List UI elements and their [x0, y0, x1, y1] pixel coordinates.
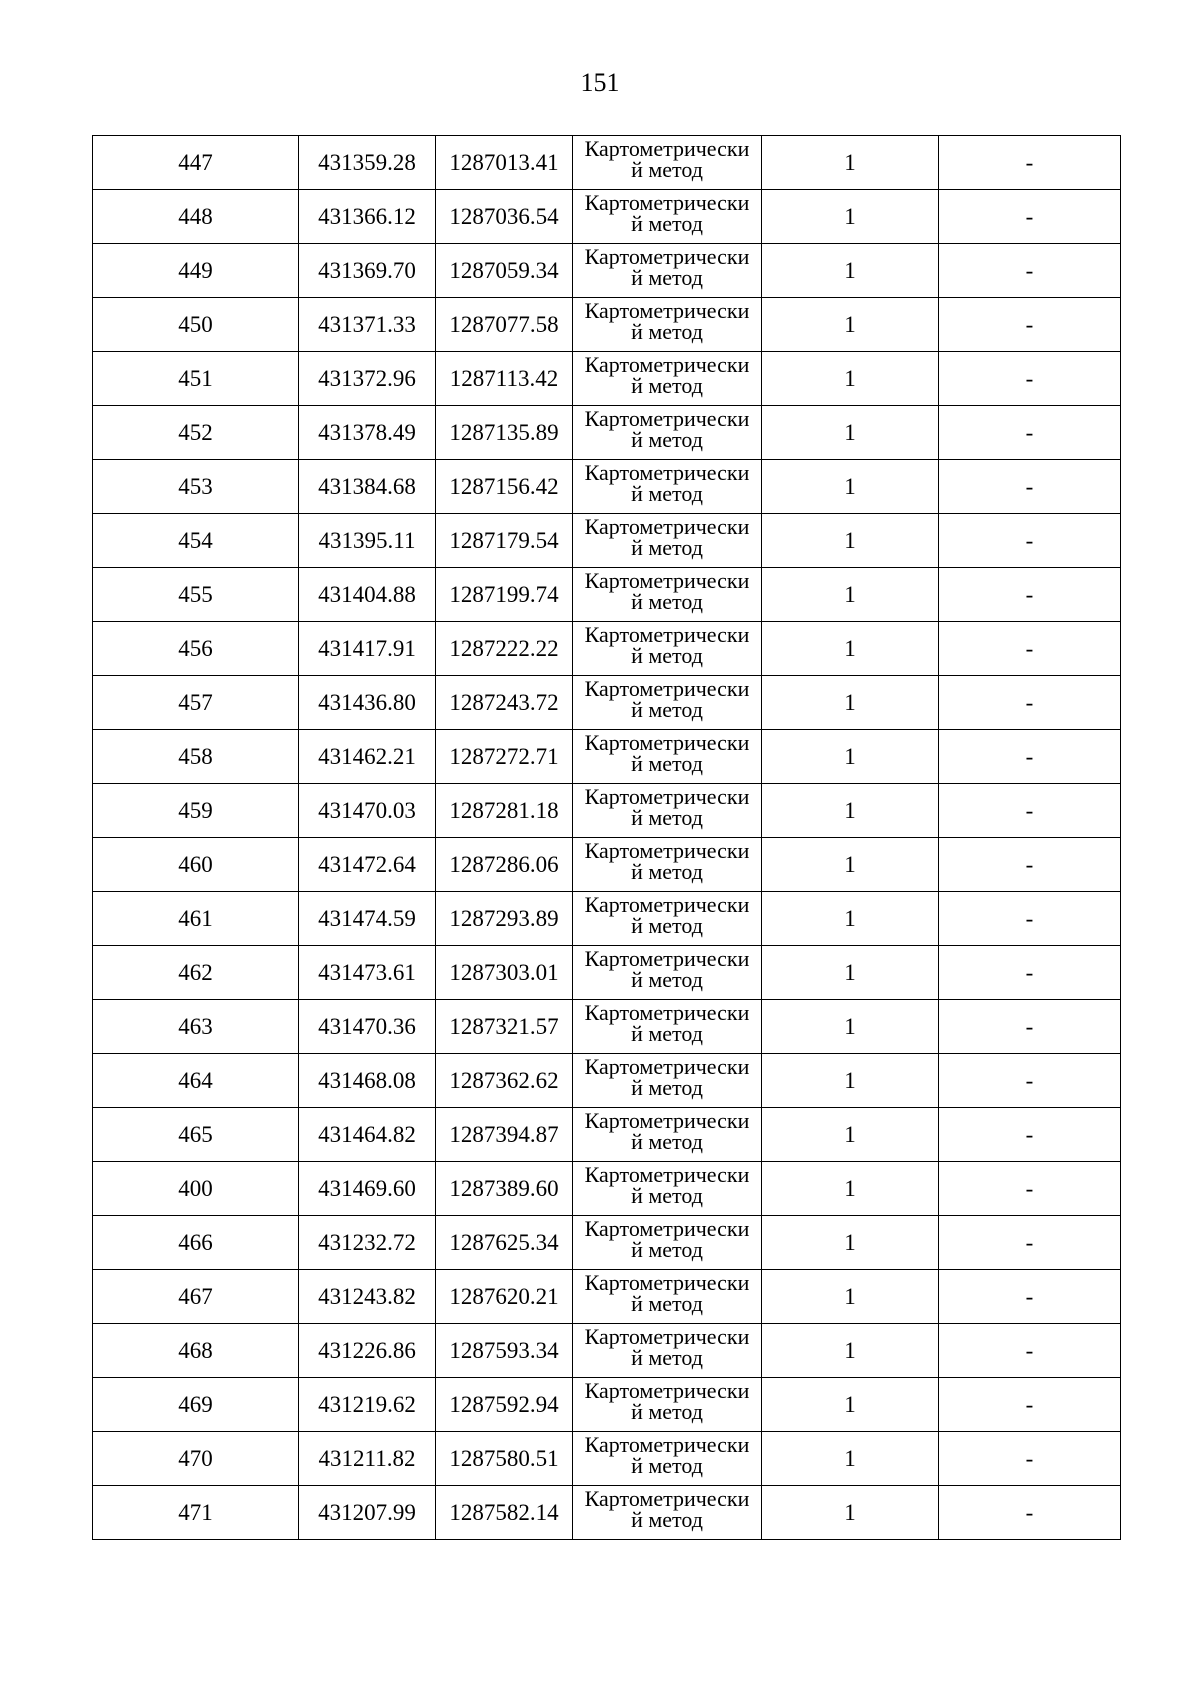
point-number-cell: 465	[93, 1108, 299, 1162]
method-text	[573, 244, 761, 288]
x-coordinate-cell: 431369.70	[299, 244, 436, 298]
point-number-cell: 469	[93, 1378, 299, 1432]
point-number-cell: 454	[93, 514, 299, 568]
point-number-cell: 464	[93, 1054, 299, 1108]
table-row	[93, 892, 1121, 946]
method-text	[573, 1486, 761, 1530]
x-coordinate-cell: 431474.59	[299, 892, 436, 946]
note-cell: -	[939, 1432, 1121, 1486]
method-text	[573, 730, 761, 774]
method-line-2: й метод	[631, 1129, 703, 1154]
x-coordinate-cell: 431472.64	[299, 838, 436, 892]
table-row	[93, 622, 1121, 676]
method-line-1: Картометрически	[584, 298, 750, 323]
method-line-1: Картометрически	[584, 460, 750, 485]
point-number-cell: 467	[93, 1270, 299, 1324]
method-cell	[573, 1378, 762, 1432]
method-text	[573, 1378, 761, 1422]
method-text	[573, 514, 761, 558]
y-coordinate-cell: 1287036.54	[436, 190, 573, 244]
x-coordinate-cell: 431470.36	[299, 1000, 436, 1054]
note-cell: -	[939, 190, 1121, 244]
accuracy-cell: 1	[762, 352, 939, 406]
point-number-cell: 455	[93, 568, 299, 622]
method-line-1: Картометрически	[584, 1162, 750, 1187]
table-row	[93, 1432, 1121, 1486]
table-row	[93, 190, 1121, 244]
point-number-cell: 458	[93, 730, 299, 784]
method-line-2: й метод	[631, 1237, 703, 1262]
note-cell: -	[939, 838, 1121, 892]
x-coordinate-cell: 431243.82	[299, 1270, 436, 1324]
method-text	[573, 1054, 761, 1098]
method-line-1: Картометрически	[584, 1108, 750, 1133]
y-coordinate-cell: 1287362.62	[436, 1054, 573, 1108]
table-row	[93, 1486, 1121, 1540]
method-line-2: й метод	[631, 1399, 703, 1424]
method-text	[573, 298, 761, 342]
page-number: 151	[580, 68, 620, 97]
method-text	[573, 460, 761, 504]
method-line-1: Картометрически	[584, 406, 750, 431]
x-coordinate-cell: 431378.49	[299, 406, 436, 460]
x-coordinate-cell: 431470.03	[299, 784, 436, 838]
table-row	[93, 1054, 1121, 1108]
method-cell	[573, 190, 762, 244]
point-number-cell: 468	[93, 1324, 299, 1378]
method-text	[573, 1162, 761, 1206]
method-line-1: Картометрически	[584, 190, 750, 215]
table-row	[93, 1270, 1121, 1324]
note-cell: -	[939, 676, 1121, 730]
y-coordinate-cell: 1287135.89	[436, 406, 573, 460]
accuracy-cell: 1	[762, 1486, 939, 1540]
method-line-2: й метод	[631, 1453, 703, 1478]
accuracy-cell: 1	[762, 460, 939, 514]
y-coordinate-cell: 1287077.58	[436, 298, 573, 352]
method-line-2: й метод	[631, 1291, 703, 1316]
y-coordinate-cell: 1287286.06	[436, 838, 573, 892]
note-cell: -	[939, 136, 1121, 190]
x-coordinate-cell: 431469.60	[299, 1162, 436, 1216]
y-coordinate-cell: 1287293.89	[436, 892, 573, 946]
table-row	[93, 730, 1121, 784]
method-line-2: й метод	[631, 157, 703, 182]
method-line-1: Картометрически	[584, 244, 750, 269]
note-cell: -	[939, 514, 1121, 568]
method-line-2: й метод	[631, 1345, 703, 1370]
point-number-cell: 466	[93, 1216, 299, 1270]
accuracy-cell: 1	[762, 136, 939, 190]
method-line-1: Картометрически	[584, 1054, 750, 1079]
accuracy-cell: 1	[762, 298, 939, 352]
method-text	[573, 352, 761, 396]
note-cell: -	[939, 622, 1121, 676]
method-text	[573, 406, 761, 450]
note-cell: -	[939, 892, 1121, 946]
method-cell	[573, 1000, 762, 1054]
x-coordinate-cell: 431232.72	[299, 1216, 436, 1270]
note-cell: -	[939, 784, 1121, 838]
method-line-1: Картометрически	[584, 946, 750, 971]
y-coordinate-cell: 1287389.60	[436, 1162, 573, 1216]
method-line-2: й метод	[631, 697, 703, 722]
note-cell: -	[939, 1054, 1121, 1108]
y-coordinate-cell: 1287272.71	[436, 730, 573, 784]
table-row	[93, 568, 1121, 622]
method-line-1: Картометрически	[584, 1324, 750, 1349]
y-coordinate-cell: 1287625.34	[436, 1216, 573, 1270]
method-cell	[573, 946, 762, 1000]
method-line-2: й метод	[631, 481, 703, 506]
note-cell: -	[939, 352, 1121, 406]
accuracy-cell: 1	[762, 406, 939, 460]
method-cell	[573, 1162, 762, 1216]
accuracy-cell: 1	[762, 1216, 939, 1270]
note-cell: -	[939, 1486, 1121, 1540]
y-coordinate-cell: 1287156.42	[436, 460, 573, 514]
method-line-2: й метод	[631, 589, 703, 614]
method-line-1: Картометрически	[584, 1486, 750, 1511]
table-row	[93, 244, 1121, 298]
accuracy-cell: 1	[762, 190, 939, 244]
method-line-2: й метод	[631, 1183, 703, 1208]
method-cell	[573, 784, 762, 838]
method-cell	[573, 460, 762, 514]
y-coordinate-cell: 1287113.42	[436, 352, 573, 406]
accuracy-cell: 1	[762, 244, 939, 298]
table-row	[93, 514, 1121, 568]
method-line-2: й метод	[631, 967, 703, 992]
method-cell	[573, 730, 762, 784]
method-cell	[573, 1432, 762, 1486]
method-line-2: й метод	[631, 1021, 703, 1046]
note-cell: -	[939, 1162, 1121, 1216]
method-cell	[573, 514, 762, 568]
method-cell	[573, 1486, 762, 1540]
table-row	[93, 298, 1121, 352]
point-number-cell: 457	[93, 676, 299, 730]
accuracy-cell: 1	[762, 892, 939, 946]
accuracy-cell: 1	[762, 838, 939, 892]
point-number-cell: 400	[93, 1162, 299, 1216]
note-cell: -	[939, 1270, 1121, 1324]
method-line-1: Картометрически	[584, 892, 750, 917]
method-text	[573, 136, 761, 180]
method-line-1: Картометрически	[584, 1432, 750, 1457]
method-line-1: Картометрически	[584, 568, 750, 593]
method-text	[573, 1432, 761, 1476]
method-line-1: Картометрически	[584, 730, 750, 755]
point-number-cell: 448	[93, 190, 299, 244]
x-coordinate-cell: 431371.33	[299, 298, 436, 352]
table-row	[93, 946, 1121, 1000]
method-line-2: й метод	[631, 1075, 703, 1100]
method-text	[573, 568, 761, 612]
note-cell: -	[939, 406, 1121, 460]
y-coordinate-cell: 1287321.57	[436, 1000, 573, 1054]
method-text	[573, 1108, 761, 1152]
table-row	[93, 1108, 1121, 1162]
method-line-1: Картометрически	[584, 1216, 750, 1241]
note-cell: -	[939, 568, 1121, 622]
accuracy-cell: 1	[762, 784, 939, 838]
method-line-2: й метод	[631, 265, 703, 290]
method-text	[573, 946, 761, 990]
x-coordinate-cell: 431462.21	[299, 730, 436, 784]
point-number-cell: 471	[93, 1486, 299, 1540]
point-number-cell: 461	[93, 892, 299, 946]
method-line-1: Картометрически	[584, 514, 750, 539]
table-row	[93, 1000, 1121, 1054]
accuracy-cell: 1	[762, 622, 939, 676]
method-line-2: й метод	[631, 751, 703, 776]
method-cell	[573, 1216, 762, 1270]
note-cell: -	[939, 1324, 1121, 1378]
table-row	[93, 1162, 1121, 1216]
x-coordinate-cell: 431384.68	[299, 460, 436, 514]
method-line-2: й метод	[631, 913, 703, 938]
method-cell	[573, 298, 762, 352]
x-coordinate-cell: 431366.12	[299, 190, 436, 244]
accuracy-cell: 1	[762, 676, 939, 730]
note-cell: -	[939, 298, 1121, 352]
method-text	[573, 1216, 761, 1260]
table-row	[93, 406, 1121, 460]
accuracy-cell: 1	[762, 1054, 939, 1108]
x-coordinate-cell: 431464.82	[299, 1108, 436, 1162]
accuracy-cell: 1	[762, 1378, 939, 1432]
y-coordinate-cell: 1287593.34	[436, 1324, 573, 1378]
method-line-1: Картометрически	[584, 1270, 750, 1295]
point-number-cell: 460	[93, 838, 299, 892]
x-coordinate-cell: 431417.91	[299, 622, 436, 676]
x-coordinate-cell: 431372.96	[299, 352, 436, 406]
x-coordinate-cell: 431468.08	[299, 1054, 436, 1108]
y-coordinate-cell: 1287199.74	[436, 568, 573, 622]
point-number-cell: 462	[93, 946, 299, 1000]
accuracy-cell: 1	[762, 946, 939, 1000]
method-line-2: й метод	[631, 211, 703, 236]
method-line-1: Картометрически	[584, 352, 750, 377]
note-cell: -	[939, 1216, 1121, 1270]
y-coordinate-cell: 1287281.18	[436, 784, 573, 838]
table-row	[93, 136, 1121, 190]
point-number-cell: 463	[93, 1000, 299, 1054]
point-number-cell: 452	[93, 406, 299, 460]
method-line-1: Картометрически	[584, 784, 750, 809]
x-coordinate-cell: 431219.62	[299, 1378, 436, 1432]
method-line-1: Картометрически	[584, 136, 750, 161]
y-coordinate-cell: 1287059.34	[436, 244, 573, 298]
note-cell: -	[939, 1108, 1121, 1162]
note-cell: -	[939, 1000, 1121, 1054]
accuracy-cell: 1	[762, 1000, 939, 1054]
accuracy-cell: 1	[762, 514, 939, 568]
note-cell: -	[939, 460, 1121, 514]
y-coordinate-cell: 1287303.01	[436, 946, 573, 1000]
method-cell	[573, 1108, 762, 1162]
point-number-cell: 447	[93, 136, 299, 190]
method-line-1: Картометрически	[584, 622, 750, 647]
method-text	[573, 190, 761, 234]
method-line-1: Картометрически	[584, 838, 750, 863]
y-coordinate-cell: 1287394.87	[436, 1108, 573, 1162]
method-cell	[573, 838, 762, 892]
method-text	[573, 1324, 761, 1368]
method-line-2: й метод	[631, 1507, 703, 1532]
method-line-2: й метод	[631, 427, 703, 452]
point-number-cell: 459	[93, 784, 299, 838]
coordinates-table	[92, 135, 1121, 1540]
method-line-2: й метод	[631, 319, 703, 344]
table-row	[93, 1324, 1121, 1378]
method-text	[573, 1000, 761, 1044]
table-row	[93, 1216, 1121, 1270]
method-cell	[573, 1324, 762, 1378]
note-cell: -	[939, 946, 1121, 1000]
accuracy-cell: 1	[762, 1162, 939, 1216]
y-coordinate-cell: 1287580.51	[436, 1432, 573, 1486]
method-line-1: Картометрически	[584, 676, 750, 701]
method-text	[573, 784, 761, 828]
method-text	[573, 676, 761, 720]
table-row	[93, 1378, 1121, 1432]
point-number-cell: 453	[93, 460, 299, 514]
method-line-1: Картометрически	[584, 1000, 750, 1025]
method-text	[573, 838, 761, 882]
x-coordinate-cell: 431211.82	[299, 1432, 436, 1486]
table-row	[93, 676, 1121, 730]
method-cell	[573, 892, 762, 946]
accuracy-cell: 1	[762, 730, 939, 784]
note-cell: -	[939, 1378, 1121, 1432]
method-cell	[573, 406, 762, 460]
point-number-cell: 450	[93, 298, 299, 352]
x-coordinate-cell: 431359.28	[299, 136, 436, 190]
y-coordinate-cell: 1287179.54	[436, 514, 573, 568]
method-cell	[573, 1270, 762, 1324]
method-line-1: Картометрически	[584, 1378, 750, 1403]
x-coordinate-cell: 431226.86	[299, 1324, 436, 1378]
note-cell: -	[939, 730, 1121, 784]
method-cell	[573, 622, 762, 676]
x-coordinate-cell: 431207.99	[299, 1486, 436, 1540]
y-coordinate-cell: 1287620.21	[436, 1270, 573, 1324]
point-number-cell: 449	[93, 244, 299, 298]
point-number-cell: 451	[93, 352, 299, 406]
point-number-cell: 470	[93, 1432, 299, 1486]
point-number-cell: 456	[93, 622, 299, 676]
accuracy-cell: 1	[762, 568, 939, 622]
method-cell	[573, 352, 762, 406]
note-cell: -	[939, 244, 1121, 298]
method-text	[573, 622, 761, 666]
accuracy-cell: 1	[762, 1108, 939, 1162]
method-text	[573, 1270, 761, 1314]
table-row	[93, 352, 1121, 406]
y-coordinate-cell: 1287243.72	[436, 676, 573, 730]
table-body	[93, 136, 1121, 1540]
method-line-2: й метод	[631, 643, 703, 668]
table-row	[93, 460, 1121, 514]
method-cell	[573, 136, 762, 190]
accuracy-cell: 1	[762, 1432, 939, 1486]
x-coordinate-cell: 431473.61	[299, 946, 436, 1000]
method-cell	[573, 676, 762, 730]
method-cell	[573, 1054, 762, 1108]
accuracy-cell: 1	[762, 1270, 939, 1324]
method-cell	[573, 244, 762, 298]
method-line-2: й метод	[631, 805, 703, 830]
x-coordinate-cell: 431436.80	[299, 676, 436, 730]
y-coordinate-cell: 1287582.14	[436, 1486, 573, 1540]
y-coordinate-cell: 1287592.94	[436, 1378, 573, 1432]
table-row	[93, 784, 1121, 838]
method-line-2: й метод	[631, 859, 703, 884]
accuracy-cell: 1	[762, 1324, 939, 1378]
y-coordinate-cell: 1287222.22	[436, 622, 573, 676]
x-coordinate-cell: 431404.88	[299, 568, 436, 622]
method-line-2: й метод	[631, 373, 703, 398]
table-row	[93, 838, 1121, 892]
y-coordinate-cell: 1287013.41	[436, 136, 573, 190]
method-cell	[573, 568, 762, 622]
x-coordinate-cell: 431395.11	[299, 514, 436, 568]
method-line-2: й метод	[631, 535, 703, 560]
method-text	[573, 892, 761, 936]
